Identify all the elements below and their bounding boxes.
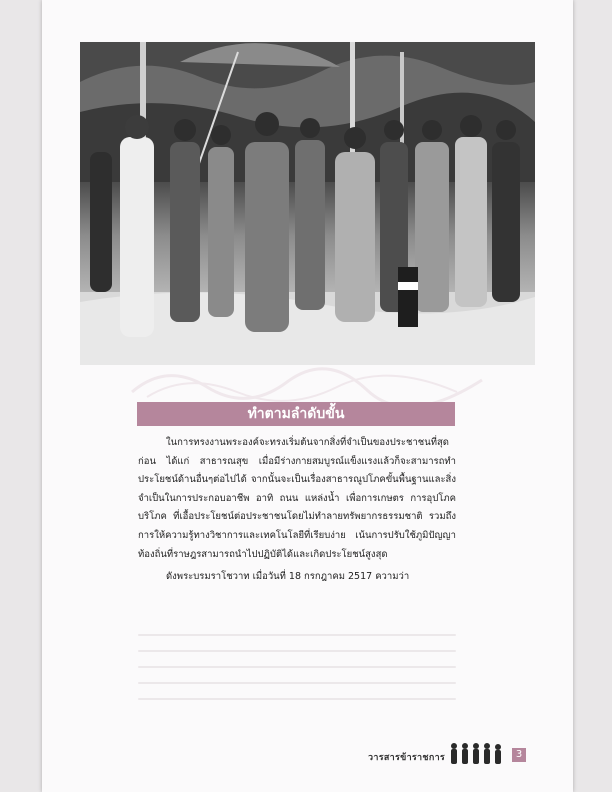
quote-intro: ดังพระบรมราโชวาท เมื่อวันที่ 18 กรกฎาคม 2517 ความว่า [166,571,410,583]
people-silhouettes-icon [448,742,508,766]
decorative-flourish-icon [127,362,487,402]
magazine-title: วารสารข้าราชการ [368,753,446,763]
page-footer [368,742,528,768]
people-walking-photo [80,42,535,365]
page [42,0,573,792]
page-number: 3 [512,748,526,762]
show-through-text [138,620,456,714]
photo-scene-icon [80,42,535,365]
article-body [138,434,456,587]
section-heading: ทำตามลำดับขั้น [137,402,455,426]
article-paragraph: ในการทรงงานพระองค์จะทรงเริ่มต้นจากสิ่งที่จำเป็นของประชาชนที่สุดก่อน ได้แก่ สาธารณสุข เมื่อมีร่างกายสมบูรณ์แข็งแรงแล้วก็จะสามารถทำประโยชน์ด้านอื่นๆต่อไปได้ จากนั้นจะเป็นเรื่องสาธารณูปโภคขั้นพื้นฐานและสิ่งจำเป็นในการประกอบอาชีพ อาทิ ถนน แหล่งน้ำ เพื่อการเกษตร การอุปโภคบริโภค ที่เอื้อประโยชน์ต่อประชาชนโดยไม่ทำลายทรัพยากรธรรมชาติ รวมถึงการให้ความรู้ทางวิชาการและเทคโนโลยีที่เรียบง่าย เน้นการปรับใช้ภูมิปัญญาท้องถิ่นที่ราษฎรสามารถนำไปปฏิบัติได้และเกิดประโยชน์สูงสุด [138,437,456,560]
